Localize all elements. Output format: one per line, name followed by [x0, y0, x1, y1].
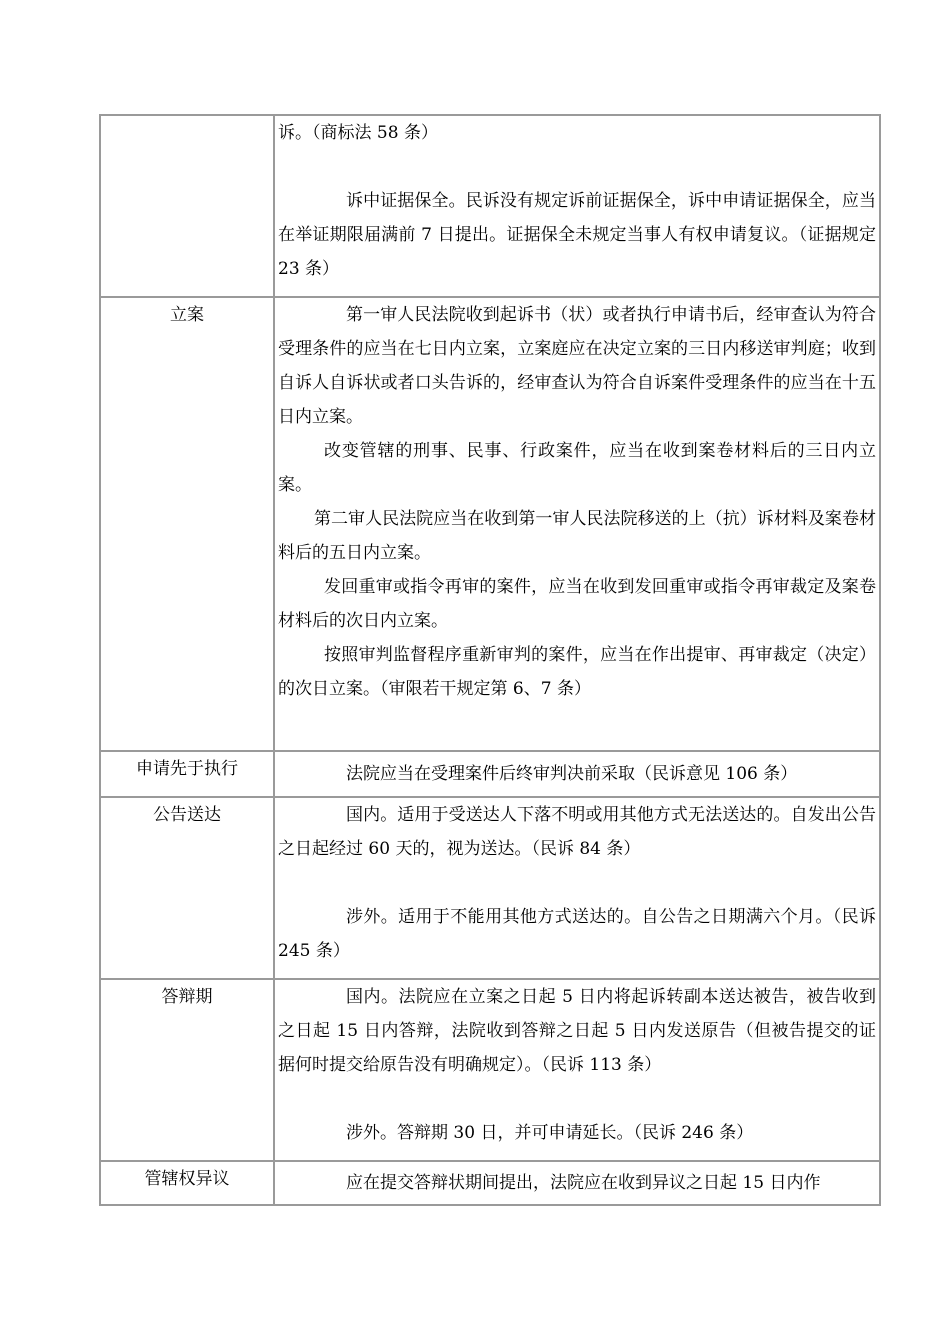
table-row: [100, 1161, 880, 1205]
paragraph: 国内。适用于受送达人下落不明或用其他方式无法送达的。自发出公告之日起经过 60 天的，视为送达。（民诉 84 条）: [278, 805, 876, 859]
row-content: [274, 1161, 880, 1205]
table-row: [100, 797, 880, 979]
row-content: [274, 297, 880, 751]
row-content: [274, 979, 880, 1161]
paragraph: 国内。法院应在立案之日起 5 日内将起诉转副本送达被告，被告收到之日起 15 日内答辩，法院收到答辩之日起 5 日内发送原告（但被告提交的证据何时提交给原告没有明确规定）。（民诉 113 条）: [278, 987, 876, 1075]
paragraph: 涉外。答辩期 30 日，并可申请延长。（民诉 246 条）: [346, 1123, 754, 1143]
table-row: [100, 751, 880, 797]
paragraph: 按照审判监督程序重新审判的案件，应当在作出提审、再审裁定（决定）的次日立案。（审限若干规定第 6、7 条）: [278, 645, 876, 699]
paragraph: 应在提交答辩状期间提出，法院应在收到异议之日起 15 日内作: [346, 1173, 821, 1193]
paragraph: 法院应当在受理案件后终审判决前采取（民诉意见 106 条）: [346, 764, 798, 784]
paragraph: 第一审人民法院收到起诉书（状）或者执行申请书后，经审查认为符合受理条件的应当在七日内立案，立案庭应在决定立案的三日内移送审判庭；收到自诉人自诉状或者口头告诉的，经审查认为符合自诉案件受理条件的应当在十五日内立案。: [278, 305, 876, 427]
row-label: 管辖权异议: [100, 1161, 274, 1205]
row-label: 答辩期: [100, 979, 274, 1161]
paragraph: 第二审人民法院应当在收到第一审人民法院移送的上（抗）诉材料及案卷材料后的五日内立案。: [278, 509, 876, 563]
row-label: 申请先于执行: [100, 751, 274, 797]
paragraph: 诉。（商标法 58 条）: [278, 123, 438, 143]
row-label: 公告送达: [100, 797, 274, 979]
row-content: [274, 115, 880, 297]
table-row: [100, 115, 880, 297]
row-content: [274, 797, 880, 979]
row-label: 立案: [100, 297, 274, 751]
row-label: [100, 115, 274, 297]
paragraph: 发回重审或指令再审的案件，应当在收到发回重审或指令再审裁定及案卷材料后的次日内立案。: [278, 577, 876, 631]
table-row: [100, 297, 880, 751]
paragraph: 改变管辖的刑事、民事、行政案件，应当在收到案卷材料后的三日内立案。: [278, 441, 876, 495]
table-row: [100, 979, 880, 1161]
paragraph: 诉中证据保全。民诉没有规定诉前证据保全，诉中申请证据保全，应当在举证期限届满前 7 日提出。证据保全未规定当事人有权申请复议。（证据规定 23 条）: [278, 191, 876, 279]
row-content: [274, 751, 880, 797]
paragraph: 涉外。适用于不能用其他方式送达的。自公告之日期满六个月。（民诉 245 条）: [278, 907, 876, 961]
legal-deadline-table: [99, 114, 881, 1206]
